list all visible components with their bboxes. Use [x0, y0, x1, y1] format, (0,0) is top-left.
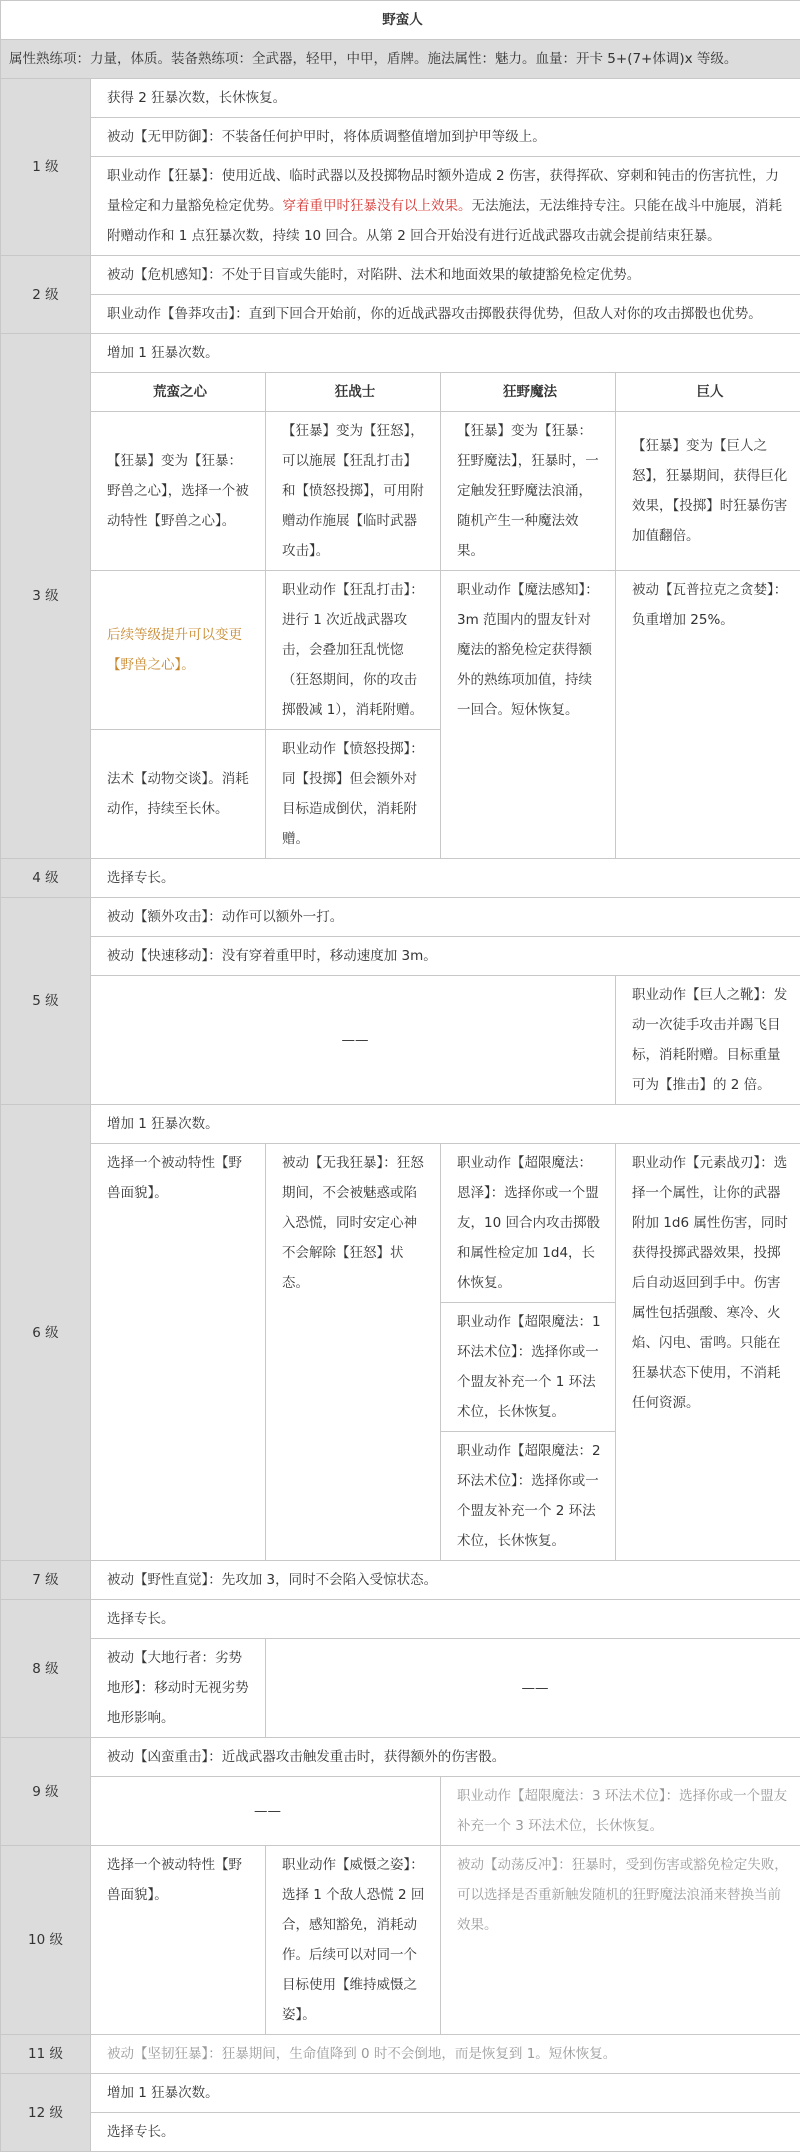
l3-berserker-rage: 【狂暴】变为【狂怒】，可以施展【狂乱打击】和【愤怒投掷】，可用附赠动作施展【临时武器攻击】。 [266, 412, 441, 571]
l10-berserker-intimidating-presence: 职业动作【威慑之姿】：选择 1 个敌人恐慌 2 回合，感知豁免，消耗动作。后续可以对同一个目标使用【维持威慑之姿】。 [266, 1846, 441, 2035]
l3-giant-greed: 被动【瓦普拉克之贪婪】：负重增加 25%。 [616, 571, 800, 859]
l5-extra-attack: 被动【额外攻击】：动作可以额外一打。 [91, 898, 800, 937]
l5-fast-movement: 被动【快速移动】：没有穿着重甲时，移动速度加 3m。 [91, 937, 800, 976]
level-4-label: 4 级 [1, 859, 91, 898]
level-3-label: 3 级 [1, 334, 91, 859]
l3-berserker-frenzied-strike: 职业动作【狂乱打击】：进行 1 次近战武器攻击，会叠加狂乱恍惚（狂怒期间，你的攻击掷骰减 1），消耗附赠。 [266, 571, 441, 730]
l8-feat: 选择专长。 [91, 1600, 800, 1639]
subclass-header-giant: 巨人 [616, 373, 800, 412]
level-11-label: 11 级 [1, 2035, 91, 2074]
l1-rage-heavy-armor-warning: 穿着重甲时狂暴没有以上效果。 [283, 198, 472, 214]
l3-heart-change-note: 后续等级提升可以变更【野兽之心】。 [91, 571, 266, 730]
level-10-label: 10 级 [1, 1846, 91, 2035]
subclass-header-wild-magic: 狂野魔法 [441, 373, 616, 412]
l3-heart-speak-animals: 法术【动物交谈】。消耗动作，持续至长休。 [91, 730, 266, 859]
l6-giant-elemental-cleaver: 职业动作【元素战刃】：选择一个属性，让你的武器附加 1d6 属性伤害，同时获得投掷武器效果，投掷后自动返回到手中。伤害属性包括强酸、寒冷、火焰、闪电、雷鸣。只能在狂暴状态下使用，不消耗任何资源。 [616, 1144, 800, 1561]
level-7-label: 7 级 [1, 1561, 91, 1600]
l3-giant-rage: 【狂暴】变为【巨人之怒】，狂暴期间，获得巨化效果，【投掷】时狂暴伤害加值翻倍。 [616, 412, 800, 571]
l6-berserker-mindless-rage: 被动【无我狂暴】：狂怒期间，不会被魅惑或陷入恐慌，同时安定心神不会解除【狂怒】状态。 [266, 1144, 441, 1561]
level-2-label: 2 级 [1, 256, 91, 334]
subclass-header-berserker: 狂战士 [266, 373, 441, 412]
l3-berserker-enraged-throw: 职业动作【愤怒投掷】：同【投掷】但会额外对目标造成倒伏，消耗附赠。 [266, 730, 441, 859]
l1-rage-count: 获得 2 狂暴次数，长休恢复。 [91, 79, 800, 118]
l9-brutal-critical: 被动【凶蛮重击】：近战武器攻击触发重击时，获得额外的伤害骰。 [91, 1738, 800, 1777]
l3-wild-rage: 【狂暴】变为【狂暴：狂野魔法】，狂暴时，一定触发狂野魔法浪涌，随机产生一种魔法效果。 [441, 412, 616, 571]
level-8-label: 8 级 [1, 1600, 91, 1738]
l5-empty-dash: —— [91, 976, 616, 1105]
l9-wild-spell-slot-3: 职业动作【超限魔法：3 环法术位】：选择你或一个盟友补充一个 3 环法术位，长休恢复。 [441, 1777, 800, 1846]
l10-heart-aspect: 选择一个被动特性【野兽面貌】。 [91, 1846, 266, 2035]
level-9-label: 9 级 [1, 1738, 91, 1846]
l3-rage-count: 增加 1 狂暴次数。 [91, 334, 800, 373]
level-12-label: 12 级 [1, 2074, 91, 2152]
l2-danger-sense: 被动【危机感知】：不处于目盲或失能时，对陷阱、法术和地面效果的敏捷豁免检定优势。 [91, 256, 800, 295]
l1-rage-text-b: 无法施法，无法维持专注。只能在战斗中施展，消耗附赠动作和 1 点狂暴次数，持续 10 回合。从第 2 回合开始没有进行近战武器攻击就会提前结束狂暴。 [107, 198, 782, 244]
l6-wild-spell-slot-2: 职业动作【超限魔法：2 环法术位】：选择你或一个盟友补充一个 2 环法术位，长休恢复。 [441, 1432, 616, 1561]
l11-relentless-rage: 被动【坚韧狂暴】：狂暴期间，生命值降到 0 时不会倒地，而是恢复到 1。短休恢复。 [91, 2035, 800, 2074]
l1-rage-text-a: 职业动作【狂暴】：使用近战、临时武器以及投掷物品时额外造成 2 伤害，获得挥砍、穿刺和钝击的伤害抗性，力量检定和力量豁免检定优势。 [107, 168, 779, 214]
level-6-label: 6 级 [1, 1105, 91, 1561]
l4-feat: 选择专长。 [91, 859, 800, 898]
l6-wild-spell-slot-1: 职业动作【超限魔法：1 环法术位】：选择你或一个盟友补充一个 1 环法术位，长休恢复。 [441, 1303, 616, 1432]
level-5-label: 5 级 [1, 898, 91, 1105]
l8-empty-dash: —— [266, 1639, 800, 1738]
level-1-label: 1 级 [1, 79, 91, 256]
attributes-row: 属性熟练项：力量，体质。装备熟练项：全武器，轻甲，中甲，盾牌。施法属性：魅力。血量：开卡 5+(7+体调)x 等级。 [1, 40, 800, 79]
l6-rage-count: 增加 1 狂暴次数。 [91, 1105, 800, 1144]
l3-wild-magic-awareness: 职业动作【魔法感知】：3m 范围内的盟友针对魔法的豁免检定获得额外的熟练项加值，持续一回合。短休恢复。 [441, 571, 616, 859]
l5-giant-boots: 职业动作【巨人之靴】：发动一次徒手攻击并踢飞目标，消耗附赠。目标重量可为【推击】的 2 倍。 [616, 976, 800, 1105]
l1-rage-action [91, 157, 800, 256]
l3-heart-rage: 【狂暴】变为【狂暴：野兽之心】，选择一个被动特性【野兽之心】。 [91, 412, 266, 571]
l6-wild-bolster: 职业动作【超限魔法：恩泽】：选择你或一个盟友，10 回合内攻击掷骰和属性检定加 1d4，长休恢复。 [441, 1144, 616, 1303]
l7-feral-instinct: 被动【野性直觉】：先攻加 3，同时不会陷入受惊状态。 [91, 1561, 800, 1600]
l8-heart-land-walker: 被动【大地行者：劣势地形】：移动时无视劣势地形影响。 [91, 1639, 266, 1738]
subclass-header-heart: 荒蛮之心 [91, 373, 266, 412]
l2-reckless-attack: 职业动作【鲁莽攻击】：直到下回合开始前，你的近战武器攻击掷骰获得优势，但敌人对你的攻击掷骰也优势。 [91, 295, 800, 334]
l12-rage-count: 增加 1 狂暴次数。 [91, 2074, 800, 2113]
l10-wild-backlash: 被动【动荡反冲】：狂暴时，受到伤害或豁免检定失败，可以选择是否重新触发随机的狂野魔法浪涌来替换当前效果。 [441, 1846, 800, 2035]
l6-heart-aspect: 选择一个被动特性【野兽面貌】。 [91, 1144, 266, 1561]
l9-empty-dash: —— [91, 1777, 441, 1846]
l1-unarmored-defense: 被动【无甲防御】：不装备任何护甲时，将体质调整值增加到护甲等级上。 [91, 118, 800, 157]
page-title: 野蛮人 [1, 1, 800, 40]
l12-feat: 选择专长。 [91, 2113, 800, 2152]
